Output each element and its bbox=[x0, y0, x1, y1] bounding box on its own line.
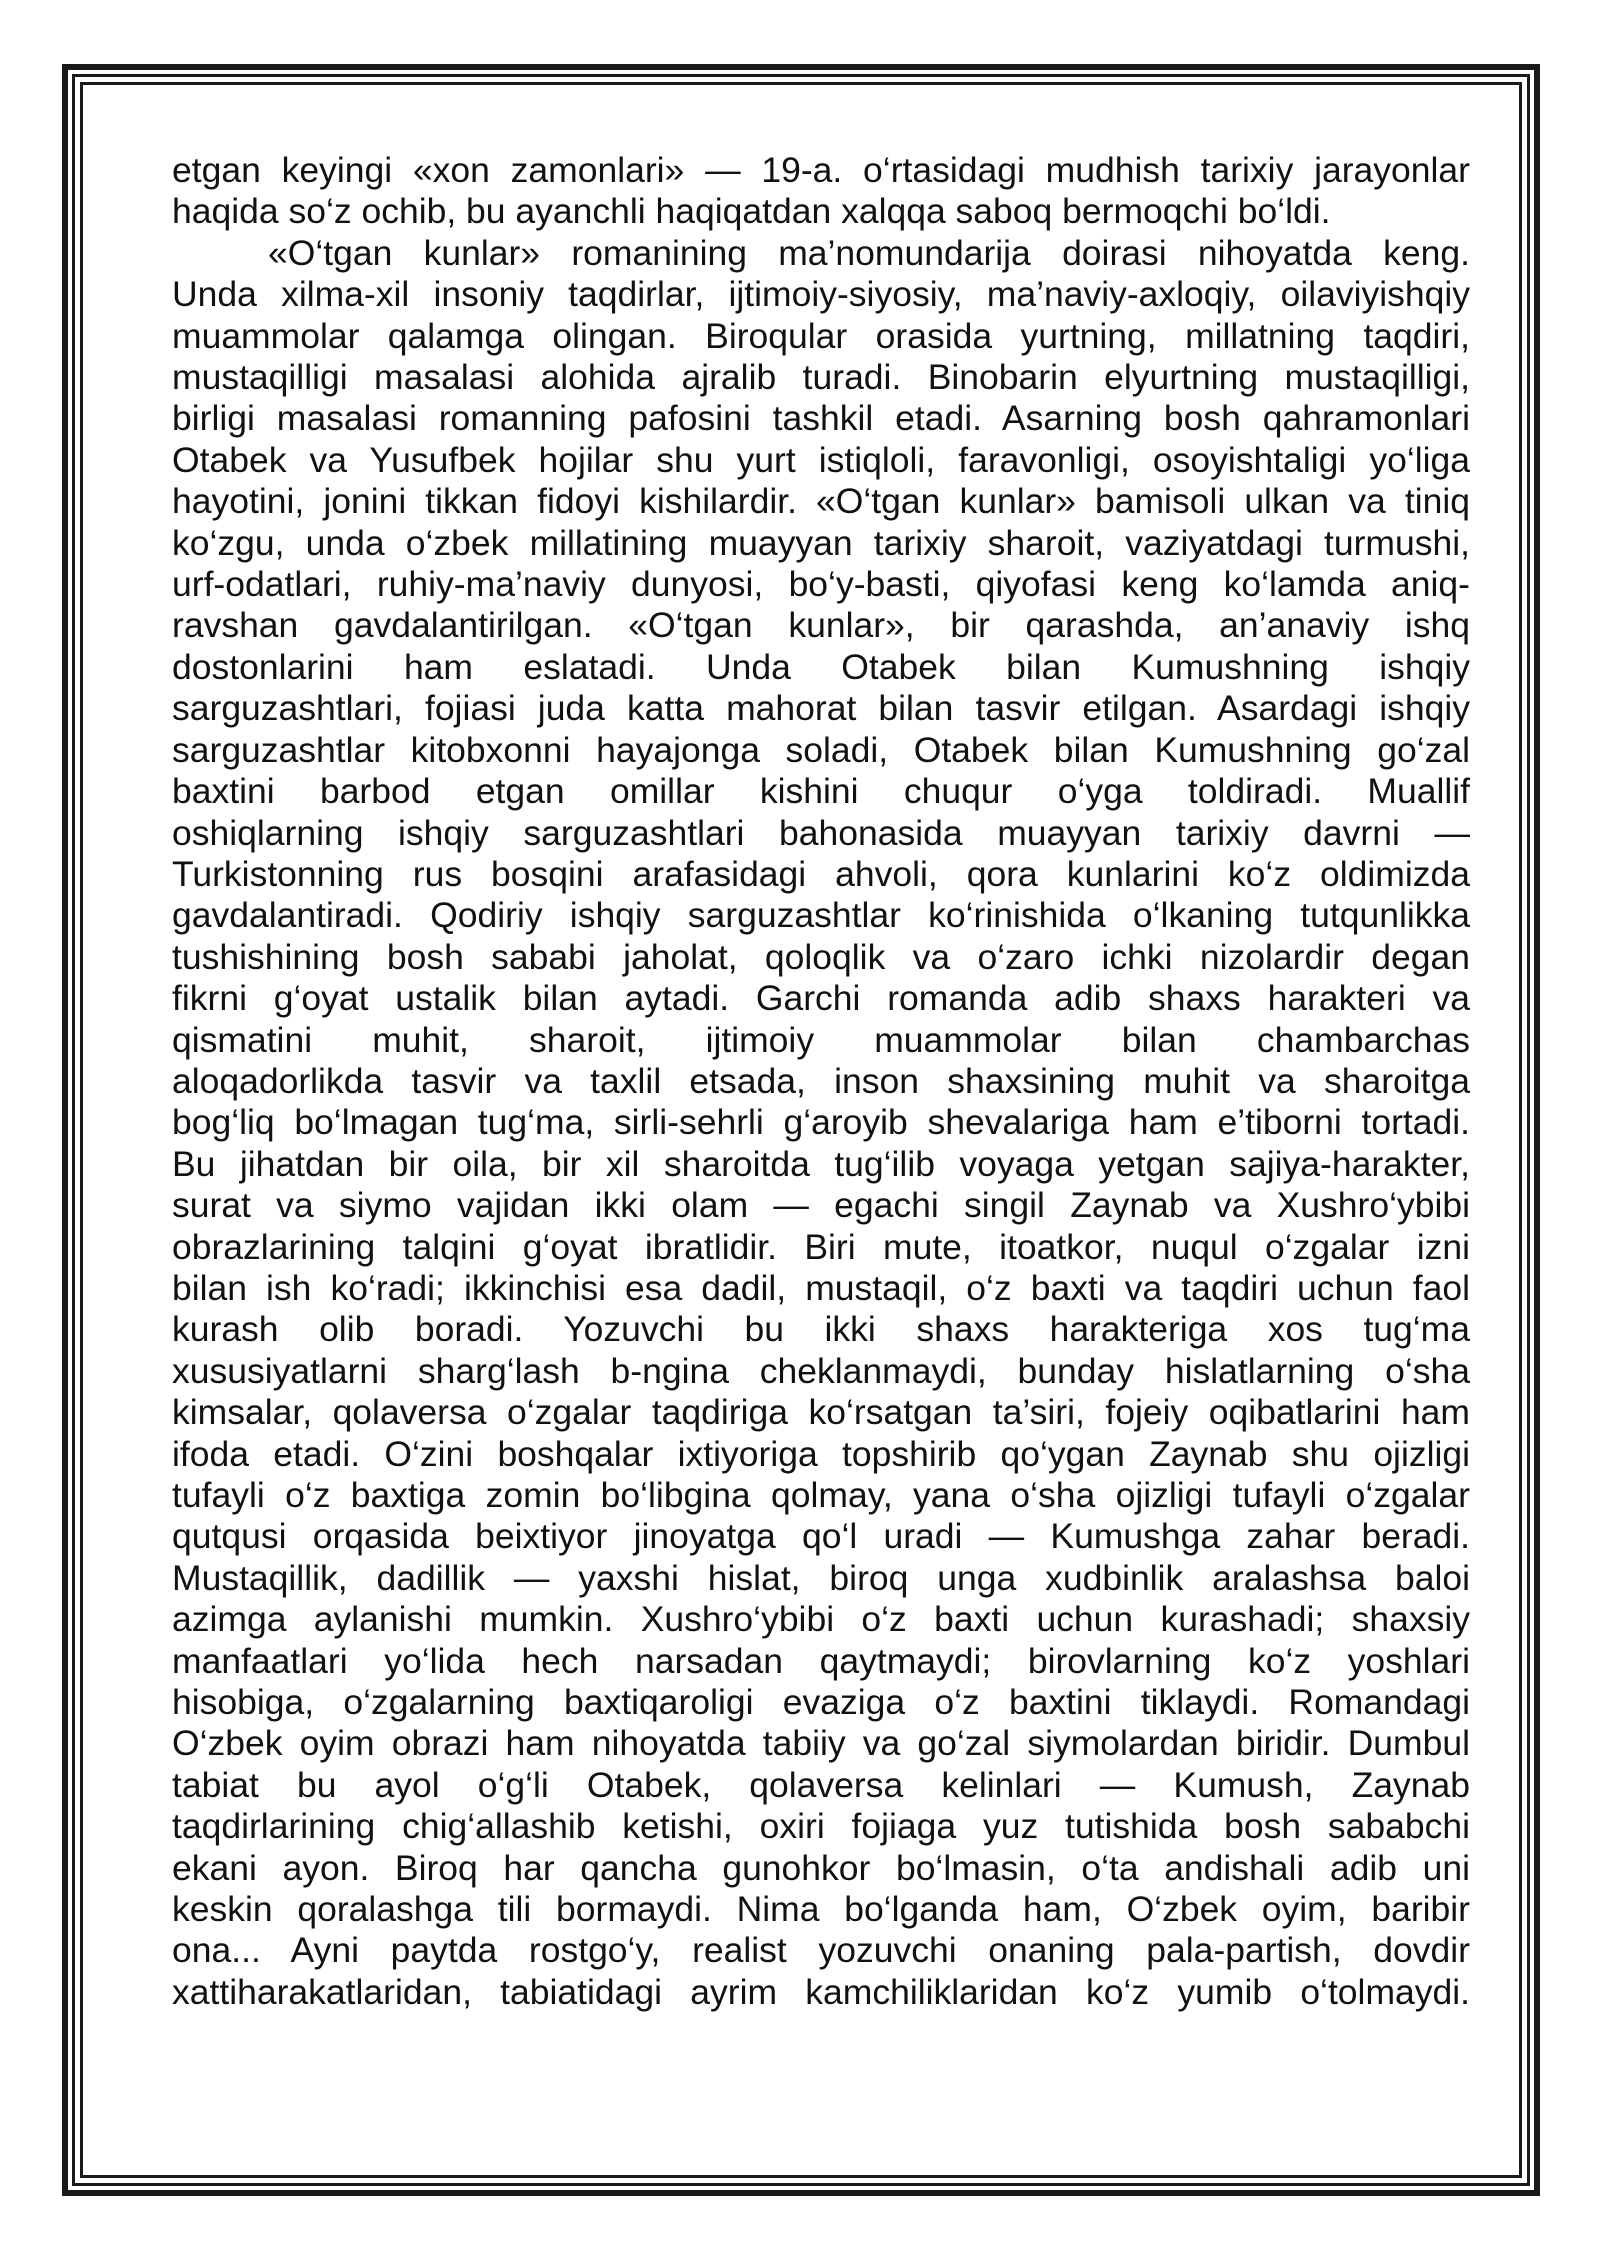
text-line: ravshan gavdalantirilgan. «O‘tgan kunlar», bir qarashda, an’anaviy ishq bbox=[172, 605, 1470, 646]
text-line: Mustaqillik, dadillik — yaxshi hislat, biroq unga xudbinlik aralashsa baloi bbox=[172, 1557, 1470, 1598]
text-line: tushishining bosh sababi jaholat, qoloqlik va o‘zaro ichki nizolardir degan bbox=[172, 936, 1470, 977]
text-line: ifoda etadi. O‘zini boshqalar ixtiyoriga topshirib qo‘ygan Zaynab shu ojizligi bbox=[172, 1433, 1470, 1474]
text-line: ona... Ayni paytda rostgo‘y, realist yozuvchi onaning pala-partish, dovdir bbox=[172, 1930, 1470, 1971]
text-line: oshiqlarning ishqiy sarguzashtlari bahonasida muayyan tarixiy davrni — bbox=[172, 812, 1470, 853]
text-line: qutqusi orqasida beixtiyor jinoyatga qo‘l uradi — Kumushga zahar beradi. bbox=[172, 1516, 1470, 1557]
text-line: hisobiga, o‘zgalarning baxtiqaroligi evaziga o‘z baxtini tiklaydi. Romandagi bbox=[172, 1682, 1470, 1723]
text-line: urf-odatlari, ruhiy-ma’naviy dunyosi, bo‘y-basti, qiyofasi keng ko‘lamda aniq- bbox=[172, 564, 1470, 605]
text-line: Unda xilma-xil insoniy taqdirlar, ijtimoiy-siyosiy, ma’naviy-axloqiy, oilaviyishqiy bbox=[172, 274, 1470, 315]
text-line: kimsalar, qolaversa o‘zgalar taqdiriga ko‘rsatgan ta’siri, fojeiy oqibatlarini ham bbox=[172, 1392, 1470, 1433]
text-line: keskin qoralashga tili bormaydi. Nima bo‘lganda ham, O‘zbek oyim, baribir bbox=[172, 1889, 1470, 1930]
text-line: tabiat bu ayol o‘g‘li Otabek, qolaversa kelinlari — Kumush, Zaynab bbox=[172, 1764, 1470, 1805]
text-line: azimga aylanishi mumkin. Xushro‘ybibi o‘z baxti uchun kurashadi; shaxsiy bbox=[172, 1599, 1470, 1640]
text-line: baxtini barbod etgan omillar kishini chuqur o‘yga toldiradi. Muallif bbox=[172, 771, 1470, 812]
text-line: tufayli o‘z baxtiga zomin bo‘libgina qolmay, yana o‘sha ojizligi tufayli o‘zgalar bbox=[172, 1475, 1470, 1515]
text-line: muammolar qalamga olingan. Biroqular orasida yurtning, millatning taqdiri, bbox=[172, 315, 1470, 356]
text-line: aloqadorlikda tasvir va taxlil etsada, inson shaxsining muhit va sharoitga bbox=[172, 1060, 1470, 1101]
text-line: taqdirlarining chig‘allashib ketishi, oxiri fojiaga yuz tutishida bosh sababchi bbox=[172, 1806, 1470, 1847]
text-line: dostonlarini ham eslatadi. Unda Otabek bilan Kumushning ishqiy bbox=[172, 646, 1470, 687]
text-line: obrazlarining talqini g‘oyat ibratlidir. Biri mute, itoatkor, nuqul o‘zgalar izni bbox=[172, 1226, 1470, 1267]
text-line: etgan keyingi «xon zamonlari» — 19-a. o‘rtasidagi mudhish tarixiy jarayonlar bbox=[172, 150, 1470, 190]
text-line: ekani ayon. Biroq har qancha gunohkor bo‘lmasin, o‘ta andishali adib uni bbox=[172, 1847, 1470, 1888]
text-line: fikrni g‘oyat ustalik bilan aytadi. Garchi romanda adib shaxs harakteri va bbox=[172, 978, 1470, 1019]
text-line: Otabek va Yusufbek hojilar shu yurt istiqloli, faravonligi, osoyishtaligi yo‘liga bbox=[172, 439, 1470, 480]
text-line: xattiharakatlaridan, tabiatidagi ayrim kamchiliklaridan ko‘z yumib o‘tolmaydi. bbox=[172, 1971, 1470, 2012]
text-line: manfaatlari yo‘lida hech narsadan qaytmaydi; birovlarning ko‘z yoshlari bbox=[172, 1640, 1470, 1681]
text-line: sarguzashtlari, fojiasi juda katta mahorat bilan tasvir etilgan. Asardagi ishqiy bbox=[172, 688, 1470, 729]
text-line: hayotini, jonini tikkan fidoyi kishilardir. «O‘tgan kunlar» bamisoli ulkan va tiniq bbox=[172, 481, 1470, 522]
text-line: birligi masalasi romanning pafosini tashkil etadi. Asarning bosh qahramonlari bbox=[172, 398, 1470, 439]
text-line: kurash olib boradi. Yozuvchi bu ikki shaxs harakteriga xos tug‘ma bbox=[172, 1309, 1470, 1350]
text-line: xususiyatlarni sharg‘lash b-ngina cheklanmaydi, bunday hislatlarning o‘sha bbox=[172, 1350, 1470, 1391]
text-line: O‘zbek oyim obrazi ham nihoyatda tabiiy va go‘zal siymolardan biridir. Dumbul bbox=[172, 1723, 1470, 1764]
text-line: Turkistonning rus bosqini arafasidagi ahvoli, qora kunlarini ko‘z oldimizda bbox=[172, 853, 1470, 894]
text-line: mustaqilligi masalasi alohida ajralib turadi. Binobarin elyurtning mustaqilligi, bbox=[172, 357, 1470, 398]
text-line: haqida so‘z ochib, bu ayanchli haqiqatdan xalqqa saboq bermoqchi bo‘ldi. bbox=[172, 191, 1331, 232]
text-line: bog‘liq bo‘lmagan tug‘ma, sirli-sehrli g‘aroyib shevalariga ham e’tiborni tortadi. bbox=[172, 1102, 1470, 1143]
text-line: gavdalantiradi. Qodiriy ishqiy sarguzashtlar ko‘rinishida o‘lkaning tutqunlikka bbox=[172, 895, 1470, 936]
text-line: bilan ish ko‘radi; ikkinchisi esa dadil, mustaqil, o‘z baxti va taqdiri uchun faol bbox=[172, 1267, 1470, 1308]
text-line: Bu jihatdan bir oila, bir xil sharoitda tug‘ilib voyaga yetgan sajiya-harakter, bbox=[172, 1143, 1470, 1184]
body-text bbox=[172, 150, 1470, 2013]
text-line: qismatini muhit, sharoit, ijtimoiy muammolar bilan chambarchas bbox=[172, 1019, 1470, 1060]
text-line: ko‘zgu, unda o‘zbek millatining muayyan tarixiy sharoit, vaziyatdagi turmushi, bbox=[172, 522, 1470, 563]
text-line: sarguzashtlar kitobxonni hayajonga soladi, Otabek bilan Kumushning go‘zal bbox=[172, 729, 1470, 770]
text-line: surat va siymo vajidan ikki olam — egachi singil Zaynab va Xushro‘ybibi bbox=[172, 1185, 1470, 1226]
text-line: «O‘tgan kunlar» romanining ma’nomundarija doirasi nihoyatda keng. bbox=[268, 232, 1470, 273]
